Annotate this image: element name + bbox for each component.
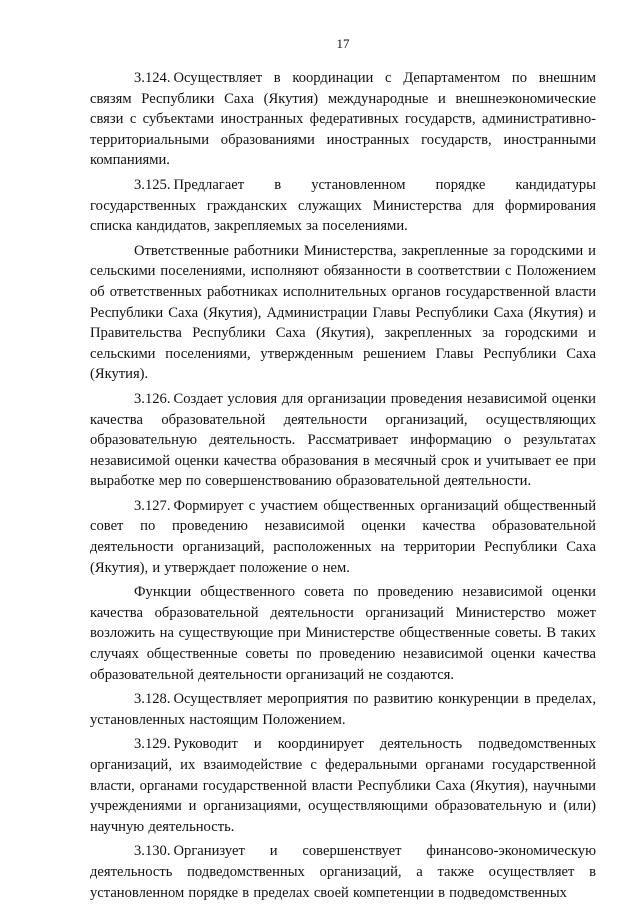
paragraph-number: 3.126. bbox=[134, 390, 171, 407]
paragraph-council-functions bbox=[90, 582, 596, 685]
paragraph-text: Руководит и координирует деятельность подведомственных организаций, их взаимодействие с федеральными органами государственной власти, органами государственной власти Республики Саха (Якутия), научными учреждениями и организациями, осуществляющими образовательную и (или) научную деятельность. bbox=[90, 736, 596, 835]
paragraph-number: 3.124. bbox=[134, 70, 171, 86]
paragraph-3-129 bbox=[90, 734, 596, 837]
paragraph-3-128 bbox=[90, 689, 596, 730]
paragraph-3-127 bbox=[90, 496, 596, 578]
paragraph-number: 3.129. bbox=[134, 736, 171, 753]
paragraph-3-125 bbox=[90, 175, 596, 237]
paragraph-responsible-workers bbox=[90, 241, 596, 385]
paragraph-number: 3.128. bbox=[134, 691, 171, 708]
paragraph-number: 3.125. bbox=[134, 176, 171, 193]
paragraph-text: Предлагает в установленном порядке кандидатуры государственных гражданских служащих Министерства для формирования списка кандидатов, закрепляемых за поселениями. bbox=[90, 176, 596, 235]
paragraph-text: Осуществляет в координации с Департаментом по внешним связям Республики Саха (Якутия) международные и внешнеэкономические связи с субъектами иностранных федеративных государств, административно-территориальными образованиями иностранных государств, иностранными компаниями. bbox=[90, 70, 596, 169]
paragraph-text: Организует и совершенствует финансово-экономическую деятельность подведомственных организаций, а также осуществляет в установленном порядке в пределах своей компетенции в подведомственных bbox=[90, 843, 596, 901]
paragraph-text: Формирует с участием общественных организаций общественный совет по проведению независимой оценки качества образовательной деятельности организаций, расположенных на территории Республики Саха (Якутия), и утверждает положение о нем. bbox=[90, 497, 596, 576]
paragraph-3-124 bbox=[90, 68, 596, 171]
document-page bbox=[90, 36, 596, 907]
paragraph-text: Ответственные работники Министерства, закрепленные за городскими и сельскими поселениями, исполняют обязанности в соответствии с Положением об ответственных работниках исполнительных органов государственной власти Республики Саха (Якутия), Администрации Главы Республики Саха (Якутия) и Правительства Республики Саха (Якутия), закрепленных за городскими и сельскими поселениями, утвержденным решением Главы Республики Саха (Якутия). bbox=[90, 242, 596, 383]
paragraph-number: 3.130. bbox=[134, 843, 171, 860]
paragraph-text: Функции общественного совета по проведению независимой оценки качества образовательной деятельности организаций Министерство может возложить на существующие при Министерстве общественные советы. В таких случаях общественные советы по проведению независимой оценки качества образовательной деятельности организаций не создаются. bbox=[90, 584, 596, 683]
paragraph-number: 3.127. bbox=[134, 497, 171, 514]
page-number: 17 bbox=[336, 36, 350, 51]
paragraph-text: Осуществляет мероприятия по развитию конкуренции в пределах, установленных настоящим Положением. bbox=[90, 691, 596, 728]
paragraph-3-130 bbox=[90, 841, 596, 903]
paragraph-text: Создает условия для организации проведения независимой оценки качества образовательной деятельности организаций, осуществляющих образовательную деятельность. Рассматривает информацию о результатах независимой оценки качества образования в месячный срок и учитывает ее при выработке мер по совершенствованию образовательной деятельности. bbox=[90, 390, 596, 490]
paragraph-3-126 bbox=[90, 389, 596, 492]
